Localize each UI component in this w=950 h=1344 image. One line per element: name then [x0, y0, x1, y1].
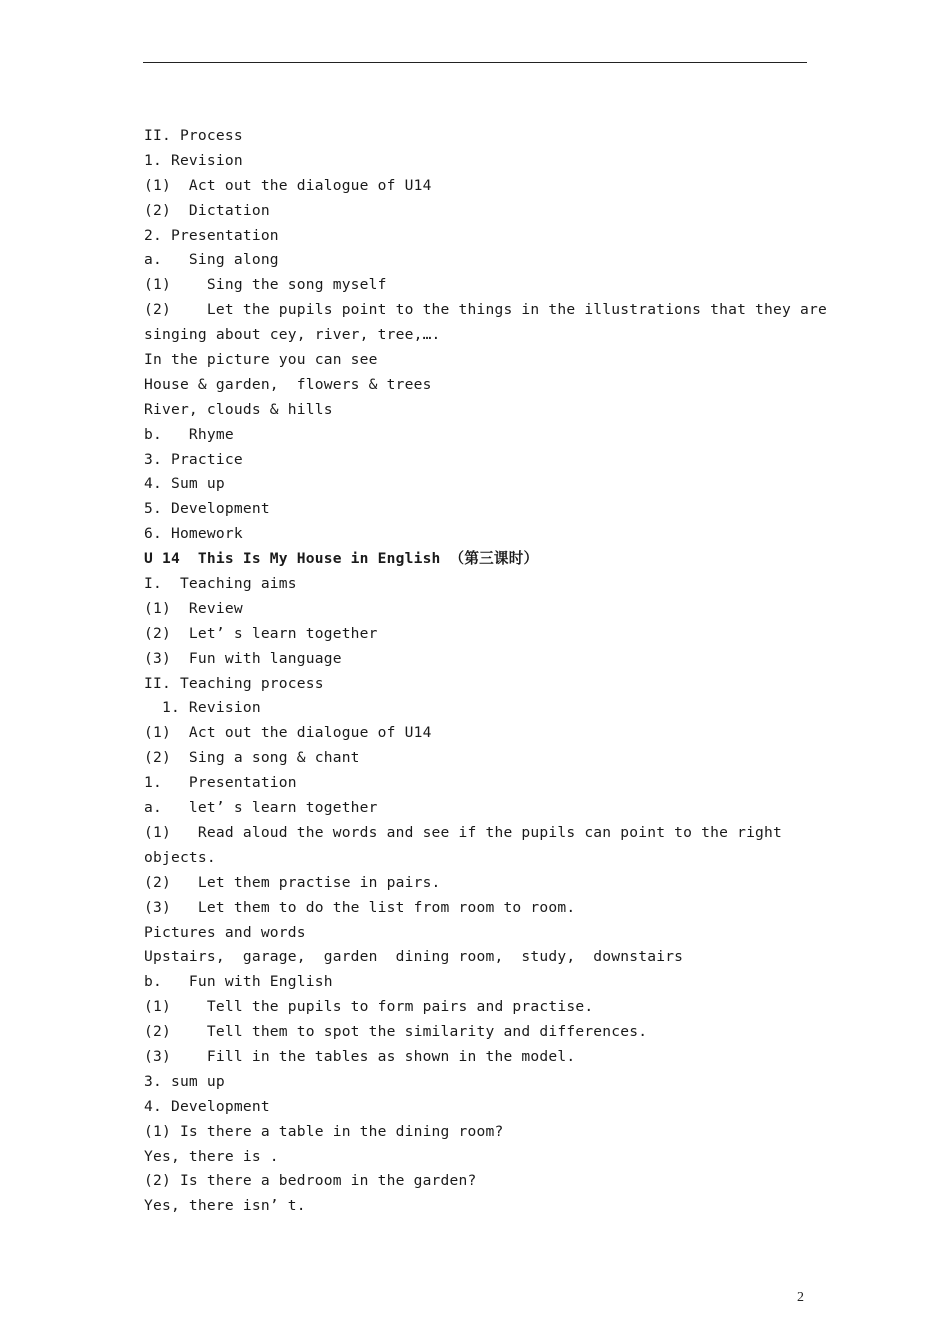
text-line: II. Process	[144, 127, 243, 144]
text-line: I. Teaching aims	[144, 575, 297, 593]
text-line: River, clouds & hills	[144, 400, 333, 418]
text-line: 1. Revision	[144, 151, 243, 169]
text-line: (1) Read aloud the words and see if the pupils can point to the right	[144, 823, 783, 841]
text-line: (2) Dictation	[144, 201, 270, 219]
text-line: (2) Tell them to spot the similarity and differences.	[144, 1023, 648, 1041]
text-line: (3) Let them to do the list from room to room.	[144, 898, 576, 916]
text-line: House & garden, flowers & trees	[144, 375, 432, 393]
text-line: a. let’ s learn together	[144, 799, 378, 817]
text-line: In the picture you can see	[144, 351, 378, 369]
header-rule	[143, 62, 807, 63]
text-line: 4. Sum up	[144, 475, 225, 493]
text-line: (2) Sing a song & chant	[144, 749, 360, 767]
document-body	[144, 124, 827, 1219]
text-line: (3) Fun with language	[144, 649, 342, 667]
text-line: (2) Is there a bedroom in the garden?	[144, 1172, 477, 1190]
text-line: 1. Presentation	[144, 774, 297, 792]
text-line: 4. Development	[144, 1097, 270, 1115]
section-heading: U 14 This Is My House in English （第三课时）	[144, 550, 539, 568]
text-line: Yes, there is .	[144, 1147, 279, 1165]
text-line: (2) Let them practise in pairs.	[144, 873, 441, 891]
text-line: a. Sing along	[144, 251, 279, 269]
text-line: (1) Sing the song myself	[144, 276, 387, 294]
page-number: 2	[797, 1290, 804, 1305]
text-line: (1) Act out the dialogue of U14	[144, 724, 432, 742]
text-line: II. Teaching process	[144, 674, 324, 692]
text-line: 3. Practice	[144, 450, 243, 468]
text-line: objects.	[144, 848, 216, 866]
text-line: (1) Tell the pupils to form pairs and practise.	[144, 998, 594, 1016]
text-line: Yes, there isn’ t.	[144, 1197, 306, 1215]
text-line: Upstairs, garage, garden dining room, study, downstairs	[144, 948, 684, 966]
text-line: singing about cey, river, tree,….	[144, 326, 441, 344]
text-line: (1) Is there a table in the dining room?	[144, 1122, 504, 1140]
text-line: 3. sum up	[144, 1072, 225, 1090]
text-line: (3) Fill in the tables as shown in the model.	[144, 1047, 576, 1065]
text-line: 5. Development	[144, 500, 270, 518]
text-line: b. Fun with English	[144, 973, 333, 991]
text-line: (1) Act out the dialogue of U14	[144, 176, 432, 194]
text-line: (2) Let’ s learn together	[144, 624, 378, 642]
text-line: 2. Presentation	[144, 226, 279, 244]
text-line: Pictures and words	[144, 923, 306, 941]
text-line: (2) Let the pupils point to the things in the illustrations that they are	[144, 301, 827, 319]
text-line: (1) Review	[144, 599, 243, 617]
text-line: b. Rhyme	[144, 425, 234, 443]
text-line: 1. Revision	[144, 699, 261, 717]
text-line: 6. Homework	[144, 525, 243, 543]
